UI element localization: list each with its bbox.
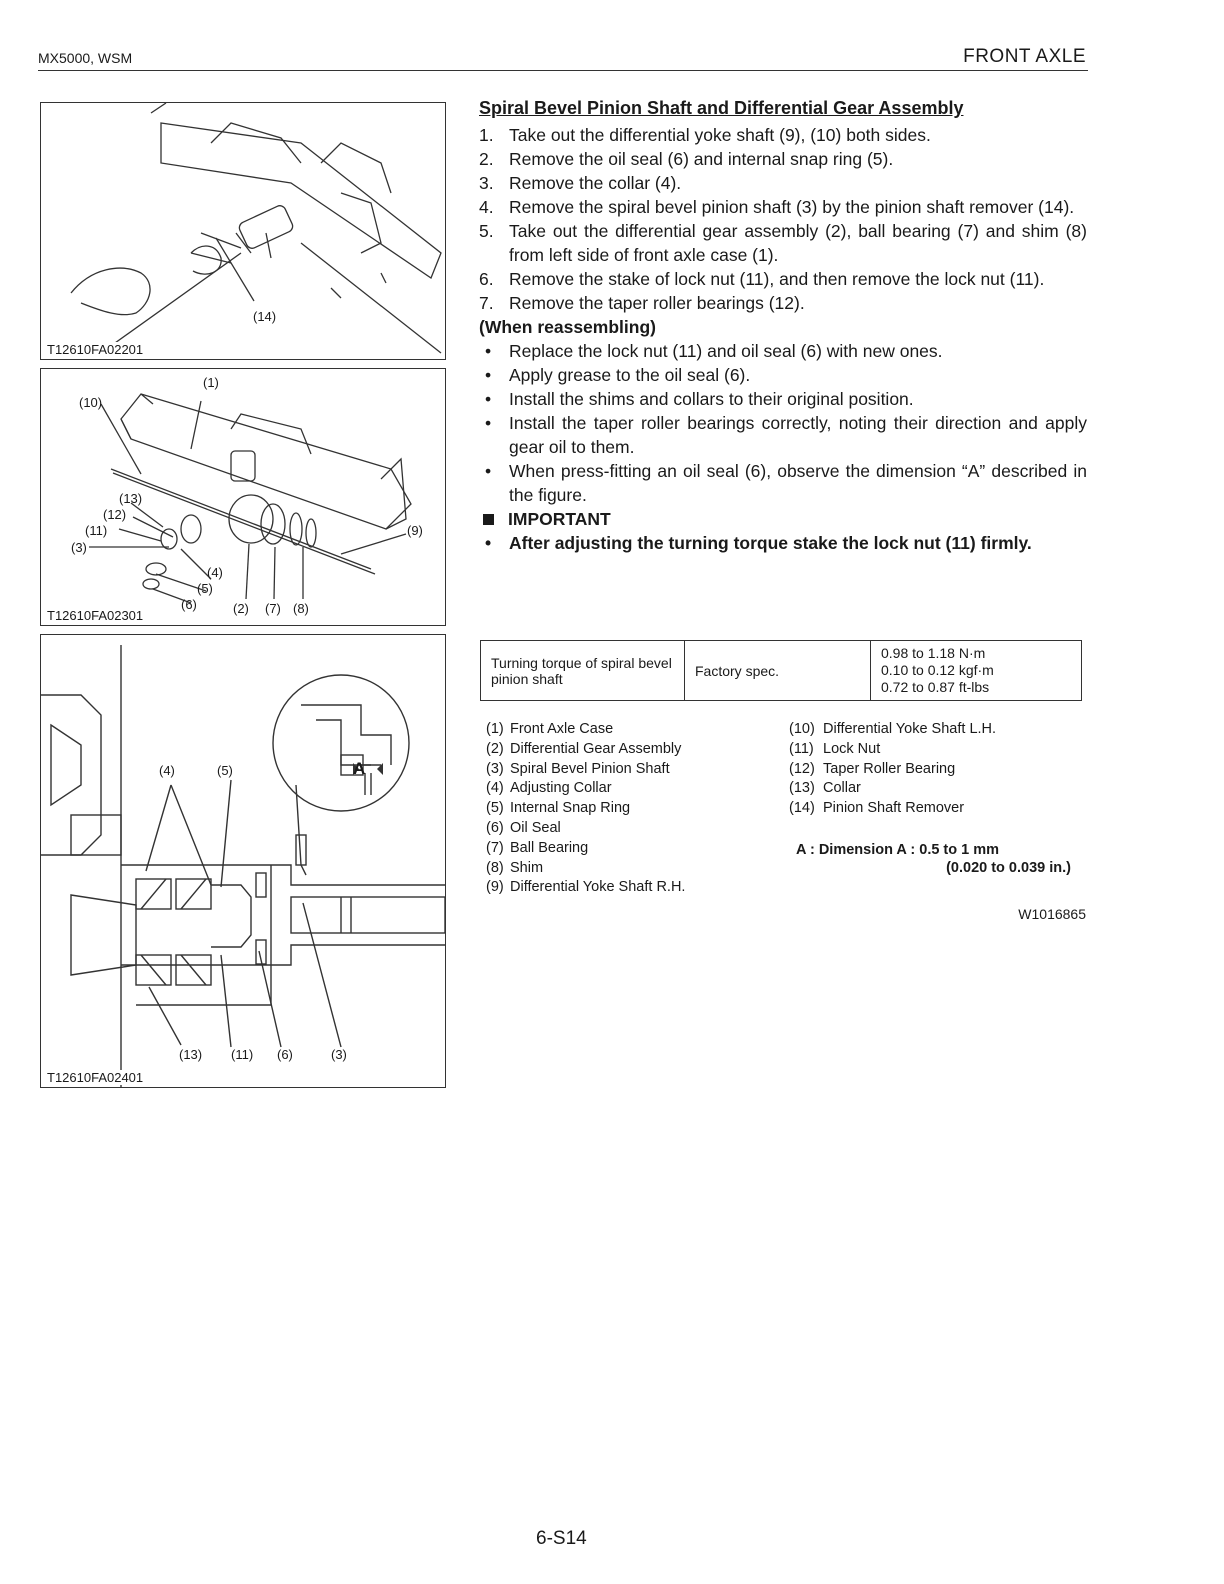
callout-5: (5) xyxy=(217,763,233,778)
step-number: 2. xyxy=(479,149,494,169)
legend-value: Spiral Bevel Pinion Shaft xyxy=(510,760,670,777)
callout-7: (7) xyxy=(265,601,281,616)
callout-6: (6) xyxy=(277,1047,293,1062)
dimension-a: A : Dimension A : 0.5 to 1 mm xyxy=(796,842,1000,858)
legend-key: (8) xyxy=(486,859,504,876)
list-item xyxy=(486,720,685,740)
reassembly-list xyxy=(479,339,1087,507)
steps-list xyxy=(479,123,1087,315)
bullet-text: When press-fitting an oil seal (6), observe the dimension “A” described in the figure. xyxy=(509,461,1087,505)
spec-item-cell: Turning torque of spiral bevel pinion shaft xyxy=(481,641,685,701)
legend-key: (11) xyxy=(789,740,814,757)
legend-left xyxy=(486,720,685,898)
bullet-text: Apply grease to the oil seal (6). xyxy=(509,365,751,385)
figure-pinion-remover xyxy=(40,102,446,360)
legend-value: Adjusting Collar xyxy=(510,780,612,797)
figure-code: T12610FA02201 xyxy=(47,342,144,357)
list-item xyxy=(789,740,996,760)
important-heading xyxy=(479,507,1087,531)
callout-11: (11) xyxy=(85,523,108,538)
legend-key: (12) xyxy=(789,760,815,777)
list-item xyxy=(479,267,1087,291)
list-item xyxy=(486,878,685,898)
list-item xyxy=(486,740,685,760)
step-text: Remove the oil seal (6) and internal snap ring (5). xyxy=(509,149,894,169)
list-item xyxy=(479,219,1087,267)
step-number: 3. xyxy=(479,173,494,193)
list-item xyxy=(486,819,685,839)
bullet-icon: • xyxy=(485,461,492,481)
list-item xyxy=(486,799,685,819)
list-item xyxy=(479,363,1087,387)
list-item xyxy=(479,123,1087,147)
legend-value: Internal Snap Ring xyxy=(510,800,631,817)
header-section: FRONT AXLE xyxy=(963,46,1086,67)
legend-value: Collar xyxy=(823,780,861,797)
step-number: 4. xyxy=(479,197,494,217)
important-text: After adjusting the turning torque stake the lock nut (11) firmly. xyxy=(509,533,1032,553)
list-item xyxy=(486,779,685,799)
callout-2: (2) xyxy=(233,601,249,616)
legend-key: (9) xyxy=(486,879,504,896)
callout-3: (3) xyxy=(331,1047,347,1062)
section-title: Spiral Bevel Pinion Shaft and Differential Gear Assembly xyxy=(479,98,964,118)
legend-key: (13) xyxy=(789,780,815,797)
callout-4: (4) xyxy=(159,763,175,778)
legend-value: Oil Seal xyxy=(510,819,561,836)
list-item xyxy=(486,839,685,859)
list-item xyxy=(479,171,1087,195)
dimension-a-inches: (0.020 to 0.039 in.) xyxy=(946,860,1071,876)
table-row xyxy=(481,641,1082,701)
legend-key: (5) xyxy=(486,800,504,817)
important-list xyxy=(479,531,1087,555)
step-text: Take out the differential gear assembly (2), ball bearing (7) and shim (8) from left side of front axle case (1). xyxy=(509,221,1087,265)
legend-value: Differential Yoke Shaft R.H. xyxy=(510,879,686,896)
list-item xyxy=(479,459,1087,507)
list-item xyxy=(789,760,996,780)
legend-value: Lock Nut xyxy=(823,740,881,757)
list-item xyxy=(486,760,685,780)
callout-12: (12) xyxy=(103,507,127,522)
legend-key: (2) xyxy=(486,740,504,757)
legend-key: (4) xyxy=(486,780,504,797)
callout-11: (11) xyxy=(231,1047,254,1062)
legend-key: (6) xyxy=(486,819,504,836)
callout-9: (9) xyxy=(407,523,423,538)
list-item xyxy=(789,779,996,799)
figure-code: T12610FA02301 xyxy=(47,608,144,623)
bullet-icon: • xyxy=(485,413,492,433)
legend-key: (1) xyxy=(486,721,504,737)
callout-1: (1) xyxy=(203,375,219,390)
legend-key: (7) xyxy=(486,839,504,856)
bullet-icon: • xyxy=(485,533,492,553)
step-number: 1. xyxy=(479,125,494,145)
step-number: 6. xyxy=(479,269,494,289)
callout-a: A xyxy=(353,759,366,778)
step-text: Remove the taper roller bearings (12). xyxy=(509,293,805,313)
callout-13: (13) xyxy=(119,491,143,506)
legend-value: Shim xyxy=(510,859,544,876)
legend-right xyxy=(789,720,996,819)
spec-value: 0.10 to 0.12 kgf·m xyxy=(881,662,994,678)
callout-10: (10) xyxy=(79,395,103,410)
reassembly-heading: (When reassembling) xyxy=(479,317,656,337)
list-item xyxy=(479,195,1087,219)
bullet-text: Install the taper roller bearings correctly, noting their direction and apply gear oil to them. xyxy=(509,413,1087,457)
spec-type-cell: Factory spec. xyxy=(685,641,871,701)
legend-value: Ball Bearing xyxy=(510,839,589,856)
legend-value: Front Axle Case xyxy=(510,721,614,737)
bullet-icon: • xyxy=(485,365,492,385)
legend-value: Differential Gear Assembly xyxy=(510,740,682,757)
step-number: 7. xyxy=(479,293,494,313)
bullet-text: Install the shims and collars to their original position. xyxy=(509,389,914,409)
callout-14: (14) xyxy=(253,309,277,324)
step-text: Take out the differential yoke shaft (9), (10) both sides. xyxy=(509,125,931,145)
list-item xyxy=(789,720,996,740)
figure-cross-section-drawing xyxy=(41,635,445,1087)
step-text: Remove the stake of lock nut (11), and then remove the lock nut (11). xyxy=(509,269,1045,289)
bullet-text: Replace the lock nut (11) and oil seal (6) with new ones. xyxy=(509,341,943,361)
callout-8: (8) xyxy=(293,601,309,616)
figure-pinion-remover-drawing xyxy=(41,103,445,359)
step-number: 5. xyxy=(479,221,494,241)
important-label: IMPORTANT xyxy=(508,509,611,529)
procedure-column xyxy=(479,98,1087,555)
header-model: MX5000, WSM xyxy=(38,50,133,66)
figure-code: T12610FA02401 xyxy=(47,1070,144,1085)
list-item xyxy=(479,411,1087,459)
document-code: W1016865 xyxy=(1018,906,1086,922)
list-item xyxy=(479,291,1087,315)
spec-value: 0.98 to 1.18 N·m xyxy=(881,645,986,661)
legend-value: Differential Yoke Shaft L.H. xyxy=(823,721,997,737)
bullet-icon: • xyxy=(485,341,492,361)
list-item xyxy=(479,147,1087,171)
spec-value: 0.72 to 0.87 ft-lbs xyxy=(881,679,990,695)
figure-cross-section xyxy=(40,634,446,1088)
square-bullet-icon xyxy=(483,514,494,525)
list-item xyxy=(479,339,1087,363)
legend-value: Taper Roller Bearing xyxy=(823,760,956,777)
callout-13: (13) xyxy=(179,1047,203,1062)
spec-table xyxy=(480,640,1082,701)
list-item xyxy=(479,531,1087,555)
step-text: Remove the collar (4). xyxy=(509,173,682,193)
callout-5: (5) xyxy=(197,581,213,596)
step-text: Remove the spiral bevel pinion shaft (3) by the pinion shaft remover (14). xyxy=(509,197,1075,217)
list-item xyxy=(789,799,996,819)
bullet-icon: • xyxy=(485,389,492,409)
legend-key: (10) xyxy=(789,721,815,737)
legend-value: Pinion Shaft Remover xyxy=(823,800,965,817)
legend-key: (14) xyxy=(789,800,815,817)
callout-4: (4) xyxy=(207,565,223,580)
callout-3: (3) xyxy=(71,540,87,555)
figure-exploded-view xyxy=(40,368,446,626)
list-item xyxy=(479,387,1087,411)
callout-6: (6) xyxy=(181,597,197,612)
header-rule xyxy=(38,70,1088,71)
list-item xyxy=(486,859,685,879)
legend-key: (3) xyxy=(486,760,504,777)
page-number: 6-S14 xyxy=(536,1528,587,1549)
spec-value-cell xyxy=(871,641,1082,701)
